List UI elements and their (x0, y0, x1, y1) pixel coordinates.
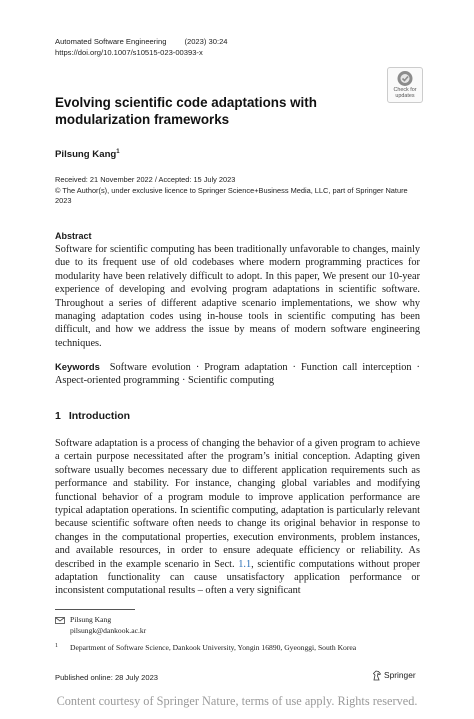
affiliation-text: Department of Software Science, Dankook University, Yongin 16890, Gyeonggi, South Korea (70, 643, 357, 652)
publisher-name: Springer (384, 670, 416, 680)
affiliation-footnote (55, 643, 356, 652)
copyright-notice: © The Author(s), under exclusive licence to Springer Science+Business Media, LLC, part of Springer Nature 2023 (55, 186, 408, 205)
section-heading (55, 410, 130, 422)
author-name[interactable]: Pilsung Kang (55, 149, 117, 161)
abstract-heading: Abstract (55, 231, 92, 241)
envelope-icon (55, 617, 65, 624)
journal-header (55, 37, 228, 46)
footnote-rule (55, 609, 135, 610)
badge-label-1: Check for (393, 87, 417, 93)
section-number: 1 (55, 410, 61, 422)
journal-name: Automated Software Engineering (55, 37, 167, 46)
intro-text-after: , scientific computations without proper adaptation functionality can cause unsatisfactory application performance or inconsistent computational results – often a very significant (55, 558, 420, 597)
affiliation-number: 1 (55, 643, 58, 649)
check-for-updates-badge[interactable] (387, 67, 423, 103)
received-dates: Received: 21 November 2022 / Accepted: 15 July 2023 (55, 175, 236, 184)
doi-link[interactable]: https://doi.org/10.1007/s10515-023-00393-x (55, 48, 203, 57)
publisher-logo[interactable] (372, 670, 416, 681)
content-courtesy-footer: Content courtesy of Springer Nature, terms of use apply. Rights reserved. (56, 694, 418, 708)
check-for-updates-icon (396, 70, 414, 87)
intro-text-before: Software adaptation is a process of changing the behavior of a given program to achieve a certain purpose necessitated after the program’s initial conception. Adapting given software usually becomes necessary due to different application requirements such as performance and stability. For instance, changing global variables and modifying functional behavior of a program module to improve application performance are typical adaptation operations. In scientific computing, adaptation is particularly relevant because scientific software often needs to change its original behavior in response to changes in the computational properties, execution environments, problem instances, and available resources, in order to ensure adequate efficiency or reliability. As described in the example scenario in Sect. (55, 438, 420, 570)
author-line (55, 149, 120, 160)
springer-horse-icon (372, 670, 382, 681)
keywords-label: Keywords (55, 361, 100, 372)
keywords-text: Software evolution · Program adaptation · Function call interception · Aspect-oriented programming · Scientific computing (55, 362, 420, 387)
badge-label-2: updates (395, 93, 415, 99)
introduction-body (55, 437, 420, 598)
abstract-body: Software for scientific computing has been traditionally unfavorable to changes, mainly due to its frequent use of old codebases where modern programming practices for modularity have been relatively difficult to adopt. In this paper, We present our 10-year experience of developing and evolving program adaptations in scientific software. Throughout a series of different adaptive scenario implementations, we show why managing adaptation codes using in-house tools in scientific computing has been difficult, and how we address the issue by means of modern software engineering techniques. (55, 244, 420, 349)
section-title: Introduction (68, 410, 131, 422)
keywords-line (55, 360, 420, 388)
paper-title: Evolving scientific code adaptations with modularization frameworks (55, 95, 317, 127)
section-reference-link[interactable]: 1.1 (238, 558, 252, 570)
volume-info: (2023) 30:24 (184, 37, 228, 46)
contact-name: Pilsung Kang (70, 615, 112, 624)
author-affiliation-marker: 1 (116, 149, 120, 155)
contact-email[interactable]: pilsungk@dankook.ac.kr (70, 626, 147, 635)
corresponding-author (70, 614, 146, 636)
published-date: Published online: 28 July 2023 (55, 673, 159, 682)
